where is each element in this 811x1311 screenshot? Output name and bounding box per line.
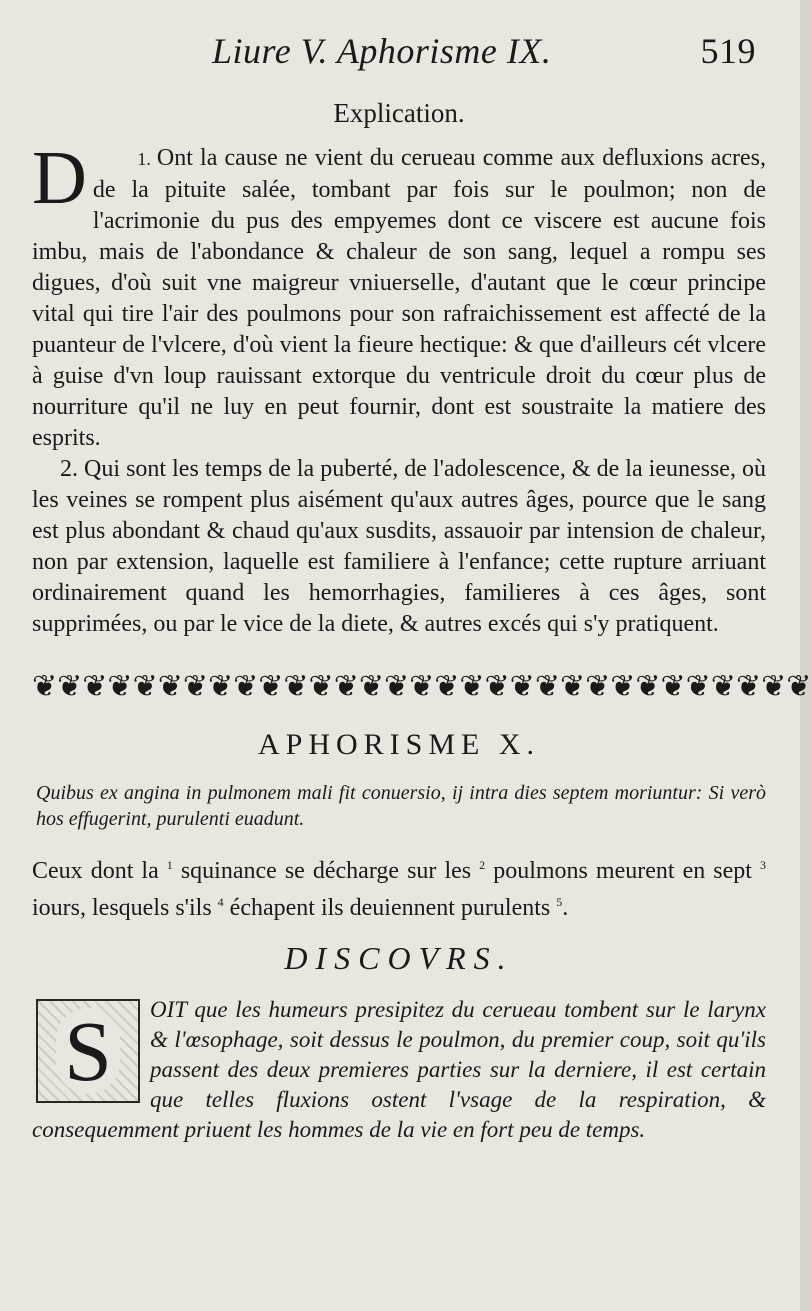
fleuron-ornament-icon: ❦ bbox=[157, 670, 183, 703]
fleuron-ornament-icon: ❦ bbox=[509, 670, 535, 703]
drop-cap: D bbox=[32, 136, 87, 220]
fleuron-ornament-icon: ❦ bbox=[57, 670, 83, 703]
fleuron-ornament-icon: ❦ bbox=[786, 670, 811, 703]
latin-aphorism-text: Quibus ex angina in pulmonem mali fit conuersio, ij intra dies septem moriuntur: Si verò hos effugerint, purulenti euadunt. bbox=[36, 782, 766, 830]
paragraph-number: 2. bbox=[60, 456, 78, 482]
fleuron-ornament-icon: ❦ bbox=[660, 670, 686, 703]
note-marker: 2 bbox=[479, 858, 486, 872]
fleuron-ornament-icon: ❦ bbox=[685, 670, 711, 703]
fleuron-ornament-icon: ❦ bbox=[409, 670, 435, 703]
ornate-initial-letter bbox=[36, 999, 140, 1103]
paragraph-text: Ont la cause ne vient du cerueau comme aux defluxions acres, de la pituite salée, tombant par fois sur le poulmon; non de l'acrimonie du pus des empyemes dont ce viscere est aucune fois imbu, mais de l'abondance & chaleur de son sang, lequel a rompu ses digues, d'où suit vne maigreur vniuerselle, d'autant que le cœur principe vital qui tire l'air des poulmons pour son rafraichissement est affecté de la puanteur de l'vlcere, d'où vient la fieure hectique: & que d'ailleurs cét vlcere à guise d'vn loup rauissant extorque du ventricule droit du cœur plus de nourriture qu'il ne luy en peut fournir, dont est soustraite la matiere des esprits. bbox=[32, 145, 766, 451]
text-fragment: échapent ils deuiennent purulents bbox=[229, 895, 551, 921]
french-aphorism-text bbox=[32, 850, 766, 924]
section-heading-explication: Explication. bbox=[333, 98, 465, 128]
fleuron-ornament-icon: ❦ bbox=[559, 670, 586, 703]
note-marker: 5 bbox=[556, 895, 563, 909]
decorative-ornament-band bbox=[32, 670, 811, 704]
text-fragment: poulmons meurent en sept bbox=[493, 858, 752, 884]
fleuron-ornament-icon: ❦ bbox=[107, 670, 133, 703]
fleuron-ornament-icon: ❦ bbox=[333, 670, 359, 703]
fleuron-ornament-icon: ❦ bbox=[32, 670, 58, 703]
discours-paragraph bbox=[32, 995, 766, 1145]
note-marker: 1 bbox=[166, 858, 173, 872]
running-head-title: Liure V. Aphorisme IX. bbox=[212, 31, 552, 71]
explication-paragraph-2 bbox=[32, 454, 766, 640]
aphorism-title: APHORISME X. bbox=[257, 728, 541, 761]
fleuron-ornament-icon: ❦ bbox=[283, 670, 309, 703]
text-fragment: iours, lesquels s'ils bbox=[32, 895, 212, 921]
initial-letter: S bbox=[56, 1008, 120, 1094]
paragraph-text: Qui sont les temps de la puberté, de l'adolescence, & de la ieunesse, où les veines se rompent plus aisément qu'aux autres âges, pource que le sang est plus abondant & chaud qu'aux susdits, assauoir par intension de chaleur, non par extension, laquelle est familiere à l'enfance; cette rupture arriuant ordinairement quand les hemorrhagies, familieres à ces âges, sont supprimées, ou par le vice de la diete, & autres excés qui s'y pratiquent. bbox=[32, 456, 766, 637]
fleuron-ornament-icon: ❦ bbox=[710, 670, 736, 703]
section-heading-discours: DISCOVRS. bbox=[284, 940, 514, 976]
fleuron-ornament-icon: ❦ bbox=[735, 670, 762, 703]
paragraph-text: OIT que les humeurs presipitez du cerueau tombent sur le larynx & l'œsophage, soit dessus le poulmon, du premier coup, soit qu'ils passent des deux premieres parties sur la derniere, il est certain que telles fluxions ostent l'vsage de la respiration, & consequemment priuent les hommes de la vie en fort peu de temps. bbox=[32, 997, 766, 1142]
text-fragment: Ceux dont la bbox=[32, 858, 159, 884]
fleuron-ornament-icon: ❦ bbox=[383, 670, 410, 703]
fleuron-ornament-icon: ❦ bbox=[585, 670, 611, 703]
page-number: 519 bbox=[700, 31, 756, 71]
fleuron-ornament-icon: ❦ bbox=[82, 670, 108, 703]
fleuron-ornament-icon: ❦ bbox=[132, 670, 158, 703]
fleuron-ornament-icon: ❦ bbox=[434, 670, 460, 703]
note-marker: 4 bbox=[217, 895, 224, 909]
note-marker: 3 bbox=[760, 858, 767, 872]
fleuron-ornament-icon: ❦ bbox=[610, 670, 636, 703]
fleuron-ornament-icon: ❦ bbox=[207, 670, 234, 703]
fleuron-ornament-icon: ❦ bbox=[635, 670, 661, 703]
explication-paragraph-1 bbox=[32, 136, 766, 454]
fleuron-ornament-icon: ❦ bbox=[761, 670, 787, 703]
fleuron-ornament-icon: ❦ bbox=[358, 670, 384, 703]
fleuron-ornament-icon: ❦ bbox=[258, 670, 284, 703]
text-fragment: . bbox=[562, 895, 569, 921]
fleuron-ornament-icon: ❦ bbox=[233, 670, 259, 703]
fleuron-ornament-icon: ❦ bbox=[308, 670, 334, 703]
fleuron-ornament-icon: ❦ bbox=[484, 670, 510, 703]
paragraph-number: 1. bbox=[137, 149, 151, 169]
fleuron-ornament-icon: ❦ bbox=[459, 670, 485, 703]
fleuron-ornament-icon: ❦ bbox=[534, 670, 560, 703]
running-head bbox=[32, 30, 766, 74]
fleuron-ornament-icon: ❦ bbox=[182, 670, 208, 703]
text-fragment: squinance se décharge sur les bbox=[180, 858, 472, 884]
